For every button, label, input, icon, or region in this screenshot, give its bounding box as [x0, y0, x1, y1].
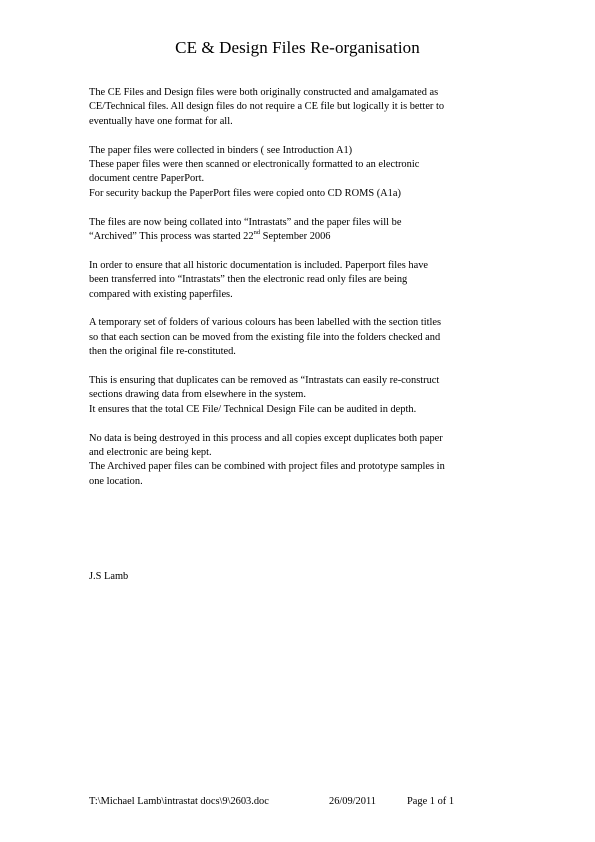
- document-title: CE & Design Files Re-organisation: [175, 38, 420, 57]
- text-line: The Archived paper files can be combined with project files and prototype samples in: [89, 461, 445, 473]
- text-line: compared with existing paperfiles.: [89, 288, 233, 300]
- text-line: For security backup the PaperPort files were copied onto CD ROMS (A1a): [89, 187, 401, 199]
- footer-file-path: T:\Michael Lamb\intrastat docs\9\2603.doc: [89, 796, 269, 807]
- text-segment: September 2006: [260, 231, 331, 243]
- text-line: and electronic are being kept.: [89, 447, 212, 459]
- text-line: then the original file re-constituted.: [89, 346, 236, 358]
- paragraph-5: [89, 316, 507, 359]
- author-signature: J.S Lamb: [89, 571, 129, 582]
- text-line: CE/Technical files. All design files do not require a CE file but logically it is better to: [89, 101, 445, 113]
- text-line: The paper files were collected in binders ( see Introduction A1): [89, 144, 353, 156]
- text-line: The files are now being collated into “Intrastats” and the paper files will be: [89, 216, 402, 228]
- paragraph-1: [89, 86, 507, 129]
- ordinal-suffix: nd: [253, 228, 261, 236]
- document-body: [89, 86, 507, 504]
- text-line: been transferred into “Intrastats” then the electronic read only files are being: [89, 274, 408, 286]
- text-line: document centre PaperPort.: [89, 173, 205, 185]
- text-segment: “Archived” This process was started 22: [89, 231, 254, 243]
- paragraph-7: [89, 432, 507, 490]
- text-line: The CE Files and Design files were both originally constructed and amalgamated as: [89, 87, 439, 98]
- text-line: one location.: [89, 475, 143, 487]
- text-line: In order to ensure that all historic documentation is included. Paperport files have: [89, 259, 429, 271]
- text-line: sections drawing data from elsewhere in the system.: [89, 389, 306, 401]
- text-line: This is ensuring that duplicates can be removed as “Intrastats can easily re-construct: [89, 375, 440, 387]
- text-line: eventually have one format for all.: [89, 115, 233, 127]
- text-line: These paper files were then scanned or electronically formatted to an electronic: [89, 159, 420, 171]
- footer-page-number: Page 1 of 1: [407, 796, 455, 807]
- paragraph-6: [89, 374, 507, 417]
- paragraph-4: [89, 259, 507, 302]
- text-line-with-date: [89, 230, 507, 244]
- text-line: A temporary set of folders of various colours has been labelled with the section titles: [89, 317, 442, 329]
- text-line: so that each section can be moved from the existing file into the folders checked and: [89, 331, 441, 343]
- paragraph-2: [89, 144, 507, 202]
- footer-date: 26/09/2011: [329, 796, 376, 807]
- text-line: It ensures that the total CE File/ Technical Design File can be audited in depth.: [89, 403, 417, 415]
- paragraph-3: [89, 216, 507, 245]
- text-line: No data is being destroyed in this process and all copies except duplicates both paper: [89, 432, 443, 444]
